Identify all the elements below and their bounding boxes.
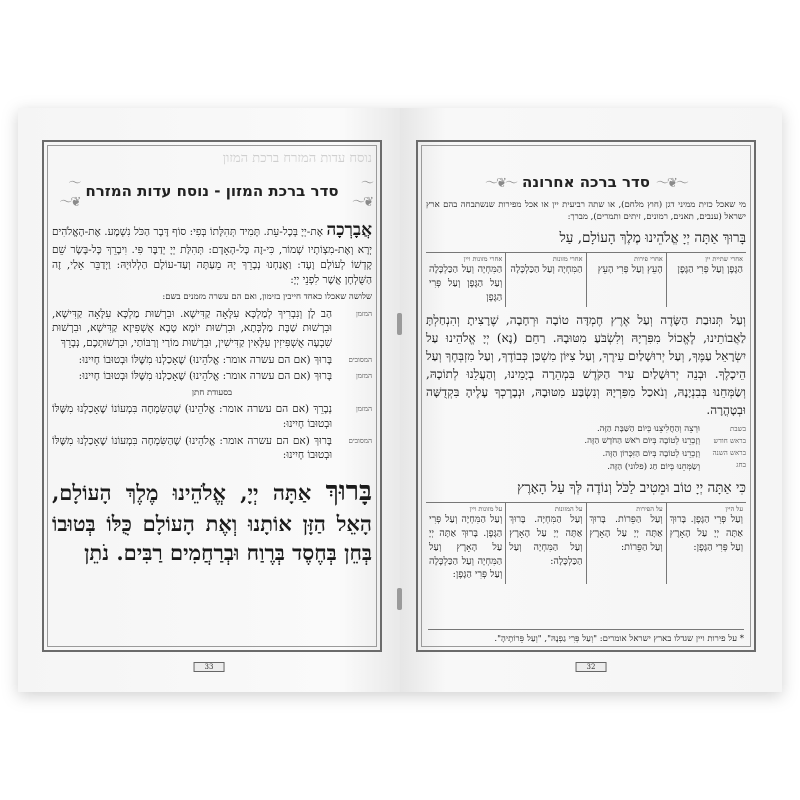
column-body: הַגֶּפֶן וְעַל פְּרִי הַגֶּפֶן bbox=[677, 264, 743, 276]
flourish-ornament-icon: 〜❦〜 bbox=[656, 176, 687, 191]
column-head: אחרי מזונות ויין bbox=[463, 254, 503, 263]
zimun-leader-line bbox=[52, 307, 372, 351]
column-head: אחרי שתיית יין bbox=[705, 254, 743, 263]
insert-tag: בראש השנה bbox=[712, 449, 746, 458]
intro-paragraph bbox=[52, 218, 372, 288]
speaker-tag: המסובים bbox=[348, 436, 372, 445]
column-head: על היין bbox=[725, 504, 743, 513]
bleed-through-header: נוסח עדות המזרח ברכת המזון bbox=[222, 151, 372, 166]
response-text: בָּרוּךְ (אם הם עשרה אומר: אֱלֹהֵינוּ) שֶׁאָכַלְנוּ מִשֶּׁלּוֹ וּבְטוּבוֹ חָיִינוּ: bbox=[78, 370, 332, 383]
flourish-ornament-icon: 〜❦〜 bbox=[352, 176, 372, 210]
column-cell bbox=[666, 253, 746, 307]
column-body: וְעַל הַמִּחְיָה. בָּרוּךְ אַתָּה יְיָ עַל הָאָרֶץ וְעַל הַמִּחְיָה וְעַל הַכַּלְכָּלָה: bbox=[509, 514, 583, 567]
staple bbox=[397, 588, 402, 610]
speaker-tag: המזמן bbox=[355, 372, 372, 381]
booklet bbox=[18, 108, 782, 692]
intro-note: מי שאכל כזית ממיני דגן (חוץ מלחם), או שתה רביעית יין או אכל מפירות שנשתבחה בהם ארץ ישראל (ענבים, תאנים, רמונים, זיתים ותמרים), מברך: bbox=[426, 200, 746, 223]
wedding-text: נְבָרֵךְ (אם הם עשרה אומר: אֱלֹהֵינוּ) שֶׁהַשִּׂמְחָה בִּמְעוֹנוֹ שֶׁאָכַלְנוּ מִשֶּׁלּוֹ וּבְטוּבוֹ חָיִינוּ: bbox=[52, 403, 332, 431]
blessing-large-text bbox=[52, 473, 372, 568]
column-head: אחרי מזונות bbox=[552, 254, 583, 263]
column-head: על הפירות bbox=[636, 504, 663, 513]
wedding-line bbox=[52, 434, 372, 463]
column-cell bbox=[426, 253, 505, 307]
insert-tag: בראש חודש bbox=[713, 436, 746, 445]
footnote: * על פירות ויין שגדלו בארץ ישראל אומרים: "וְעַל פְּרִי גַפְנָהּ", "וְעַל פֵּרוֹתֶיהָ". bbox=[428, 629, 744, 644]
page-33 bbox=[18, 108, 400, 692]
intro-first-word: אֲבָרְכָה bbox=[326, 220, 373, 240]
insert-line: וּרְצֵה וְהַחֲלִיצֵנוּ בְּיוֹם הַשַּׁבָּת הַזֶּה. bbox=[596, 423, 700, 434]
column-body: וְעַל פְּרִי הַגָּפֶן. בָּרוּךְ אַתָּה יְיָ עַל הָאָרֶץ וְעַל פְּרִי הַגָּפֶן: bbox=[669, 514, 743, 553]
column-body: הַמִּחְיָה וְעַל הַכַּלְכָּלָה bbox=[510, 264, 583, 276]
column-cell bbox=[586, 253, 666, 307]
flourish-ornament-icon: 〜❦〜 bbox=[59, 176, 80, 210]
insert-line: וְזָכְרֵנוּ לְטוֹבָה בְּיוֹם הַזִּכָּרוֹן הַזֶּה. bbox=[602, 449, 700, 460]
page-title: סדר ברכת המזון - נוסח עדות המזרח bbox=[85, 182, 339, 200]
column-head: אחרי פירות bbox=[634, 254, 663, 263]
column-head: על מזונות ויין bbox=[469, 504, 503, 513]
page-number: 33 bbox=[194, 662, 225, 672]
column-body: וְעַל הַפֵּרוֹת. בָּרוּךְ אַתָּה יְיָ עַל הָאָרֶץ וְעַל הַפֵּרוֹת: bbox=[589, 514, 663, 553]
page-number: 32 bbox=[576, 662, 607, 672]
blessing-text: אַתָּה יְיָ, אֱלֹהֵינוּ מֶלֶךְ הָעוֹלָם, הָאֵל הַזָּן אוֹתָנוּ וְאֶת הָעוֹלָם כֻּלּוֹ בְּטוּבוֹ בְּחֵן בְּחֶסֶד בְּרֶוַח וּבְרַחֲמִים רַבִּים. נֹתֵן bbox=[52, 480, 372, 566]
blessing-first-word: בָּרוּךְ bbox=[325, 476, 373, 508]
speaker-tag: המסובים bbox=[348, 355, 372, 364]
speaker-tag: המזמן bbox=[355, 405, 372, 414]
columns-top bbox=[426, 252, 746, 307]
response-text: בָּרוּךְ (אם הם עשרה אומר: אֱלֹהֵינוּ) שֶׁאָכַלְנוּ מִשֶּׁלּוֹ וּבְטוּבוֹ חָיִינוּ: bbox=[78, 353, 332, 366]
insert-tag: בשבת bbox=[730, 424, 746, 433]
wedding-line bbox=[52, 402, 372, 431]
columns-bottom bbox=[426, 502, 746, 584]
zimun-response-line bbox=[52, 369, 372, 384]
page-frame bbox=[42, 140, 382, 652]
column-body: הַמִּחְיָה וְעַל הַכַּלְכָּלָה וְעַל הַגֶּפֶן וְעַל פְּרִי הַגֶּפֶן bbox=[429, 264, 503, 303]
zimun-text: הַב לָן וְנִבְרִיךְ לְמַלְכָּא עִלָּאָה קַדִּישָׁא. וּבִרְשׁוּת מַלְכָּא עִלָּאָה קַדִּישָׁא, וּבִרְשׁוּת שַׁבָּת מַלְכְּתָא, וּבִרְשׁוּת יוֹמָא טָבָא אֻשְׁפִּיזָא קַדִּישָׁא, וּבִרְשׁוּת שִׁבְעָה אֻשְׁפִּיזִין עִלָּאִין קַדִּישִׁין, וּבִרְשׁוּת מוֹרַי וְרַבּוֹתַי, וּבִרְשׁוּתְכֶם, נְבָרֵךְ bbox=[52, 307, 332, 349]
zimun-note: שלושה שאכלו כאחד חייבין בזימון, ואם הם עשרה מזמנים בשם: bbox=[162, 292, 372, 303]
title-row bbox=[426, 172, 746, 191]
column-cell bbox=[666, 503, 746, 584]
speaker-tag: המזמן bbox=[355, 309, 372, 318]
opening-line: בָּרוּךְ אַתָּה יְיָ אֱלֹהֵינוּ מֶלֶךְ הָעוֹלָם, עַל bbox=[559, 229, 746, 246]
insert-section bbox=[426, 423, 746, 474]
insert-line: וְזָכְרֵנוּ לְטוֹבָה בְּיוֹם רֹאשׁ הַחֹדֶשׁ הַזֶּה. bbox=[584, 436, 700, 447]
insert-tags bbox=[706, 423, 746, 474]
column-body: הָעֵץ וְעַל פְּרִי הָעֵץ bbox=[597, 264, 663, 276]
title-row bbox=[52, 172, 372, 210]
column-cell bbox=[426, 503, 505, 584]
intro-text: אֶת-יְיָ בְּכָל-עֵת. תָּמִיד תְּהִלָּתוֹ בְּפִי: סוֹף דָּבָר הַכֹּל נִשְׁמָע. אֶת-הָאֱלֹהִים יְרָא וְאֶת-מִצְוֹתָיו שְׁמוֹר, כִּי-זֶה כָּל-הָאָדָם: תְּהִלַּת יְיָ יְדַבֶּר פִּי. וִיבָרֵךְ כָּל-בָּשָׂר שֵׁם קָדְשׁוֹ לְעוֹלָם וָעֶד: וַאֲנַחְנוּ נְבָרֵךְ יָהּ מֵעַתָּה וְעַד-עוֹלָם הַלְלוּיָהּ: וַיְדַבֵּר אֵלַי, זֶה הַשֻּׁלְחָן אֲשֶׁר לִפְנֵי יְיָ: bbox=[52, 226, 372, 287]
page-title: סדר ברכה אחרונה bbox=[522, 172, 650, 191]
page-32 bbox=[400, 108, 782, 692]
page-frame bbox=[416, 140, 756, 652]
insert-line: וְשַׂמְּחֵנוּ בְּיוֹם חַג (פלוני) הַזֶּה. bbox=[607, 461, 700, 472]
wedding-text: בָּרוּךְ (אם הם עשרה אומר: אֱלֹהֵינוּ) שֶׁהַשִּׂמְחָה בִּמְעוֹנוֹ שֶׁאָכַלְנוּ מִשֶּׁלּוֹ וּבְטוּבוֹ חָיִינוּ: bbox=[52, 434, 332, 462]
column-cell bbox=[586, 503, 666, 584]
wedding-note: בסעודת חתן bbox=[191, 388, 233, 399]
staple bbox=[397, 313, 402, 335]
flourish-ornament-icon: 〜❦〜 bbox=[485, 176, 517, 191]
insert-lines bbox=[584, 423, 700, 474]
column-cell bbox=[505, 503, 585, 584]
closing-line: כִּי אַתָּה יְיָ טוֹב וּמֵטִיב לַכֹּל וְנוֹדֶה לְּךָ עַל הָאָרֶץ bbox=[517, 479, 746, 496]
column-body: וְעַל הַמִּחְיָה וְעַל פְּרִי הַגָּפֶן. בָּרוּךְ אַתָּה יְיָ עַל הָאָרֶץ וְעַל הַמִּחְיָה וְעַל הַכַּלְכָּלָה וְעַל פְּרִי הַגָּפֶן: bbox=[429, 514, 503, 581]
column-cell bbox=[505, 253, 585, 307]
zimun-response-line bbox=[52, 353, 372, 368]
column-head: על המזונות bbox=[554, 504, 583, 513]
main-blessing-text: וְעַל תְּנוּבַת הַשָּׂדֶה וְעַל אֶרֶץ חֶמְדָּה טוֹבָה וּרְחָבָה, שֶׁרָצִיתָ וְהִנְחַלְתָּ לַאֲבוֹתֵינוּ, לֶאֱכוֹל מִפִּרְיָהּ וְלִשְׂבֹּעַ מִטּוּבָהּ. רַחֵם (נָא) יְיָ אֱלֹהֵינוּ עַל יִשְׂרָאֵל עַמֶּךָ, וְעַל יְרוּשָׁלַיִם עִירֶךָ, וְעַל צִיּוֹן מִשְׁכַּן כְּבוֹדֶךָ, וְעַל מִזְבְּחֶךָ וְעַל הֵיכָלֶךָ. וּבְנֵה יְרוּשָׁלַיִם עִיר הַקֹּדֶשׁ בִּמְהֵרָה בְיָמֵינוּ, וְהַעֲלֵנוּ לְתוֹכָהּ, וְשַׂמְּחֵנוּ בְּבִנְיָנָהּ, וְנֹאכַל מִפִּרְיָהּ וְנִשְׂבַּע מִטּוּבָהּ, וּנְבָרֶכְךָ עָלֶיהָ בִּקְדֻשָּׁה וּבְטָהֳרָה. bbox=[426, 312, 746, 417]
insert-tag: בחג bbox=[736, 461, 746, 470]
